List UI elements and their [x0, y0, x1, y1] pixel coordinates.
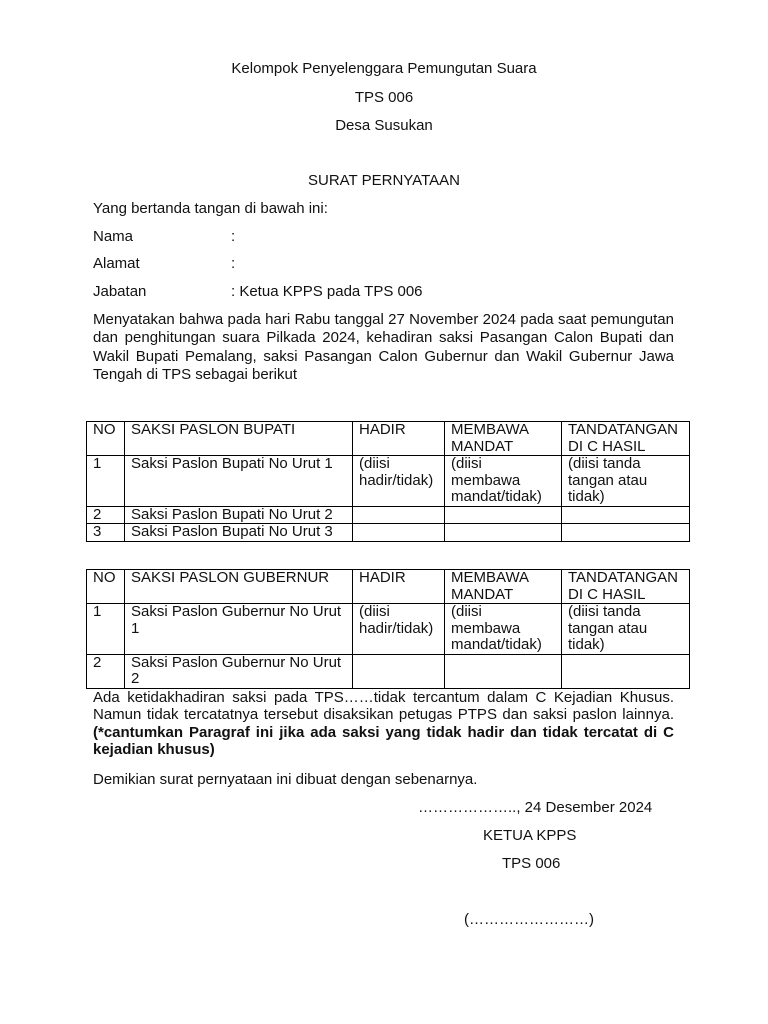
closing-text: Demikian surat pernyataan ini dibuat dengan sebenarnya. [93, 771, 478, 788]
header-cell-tandatangan: TANDATANGAN DI C HASIL [562, 570, 690, 604]
table-row [87, 604, 690, 655]
header-cell-mandat: MEMBAWA MANDAT [445, 570, 562, 604]
header-cell-hadir: HADIR [353, 570, 445, 604]
signature-name-blank: (……………………) [464, 911, 594, 928]
header-cell-no: NO [87, 570, 125, 604]
table-saksi-gubernur [86, 569, 690, 689]
cell-tandatangan [562, 524, 690, 542]
cell-saksi: Saksi Paslon Gubernur No Urut 2 [125, 654, 353, 688]
cell-hadir [353, 506, 445, 524]
cell-no: 3 [87, 524, 125, 542]
cell-no: 2 [87, 654, 125, 688]
cell-hadir: (diisi hadir/tidak) [353, 456, 445, 507]
cell-tandatangan: (diisi tanda tangan atau tidak) [562, 604, 690, 655]
jabatan-value: : Ketua KPPS pada TPS 006 [231, 283, 423, 300]
table-row [87, 506, 690, 524]
document-title: SURAT PERNYATAAN [308, 172, 460, 189]
jabatan-label: Jabatan [93, 283, 147, 300]
cell-mandat [445, 654, 562, 688]
cell-hadir: (diisi hadir/tidak) [353, 604, 445, 655]
cell-no: 1 [87, 456, 125, 507]
table-header-row [87, 422, 690, 456]
table-row [87, 524, 690, 542]
cell-tandatangan [562, 654, 690, 688]
signature-place-date: ……………….., 24 Desember 2024 [418, 799, 653, 816]
cell-mandat [445, 506, 562, 524]
alamat-label: Alamat [93, 255, 140, 272]
note-paragraph [93, 689, 674, 758]
nama-label: Nama [93, 228, 134, 245]
cell-tandatangan [562, 506, 690, 524]
cell-saksi: Saksi Paslon Gubernur No Urut 1 [125, 604, 353, 655]
cell-no: 1 [87, 604, 125, 655]
header-cell-tandatangan: TANDATANGAN DI C HASIL [562, 422, 690, 456]
header-cell-saksi: SAKSI PASLON BUPATI [125, 422, 353, 456]
signature-role: KETUA KPPS [483, 827, 577, 844]
table-row [87, 456, 690, 507]
cell-mandat: (diisi membawa mandat/tidak) [445, 604, 562, 655]
signature-tps: TPS 006 [502, 855, 561, 872]
statement-paragraph: Menyatakan bahwa pada hari Rabu tanggal 27 November 2024 pada saat pemungutan dan penghitungan suara Pilkada 2024, kehadiran saksi Pasangan Calon Bupati dan Wakil Bupati Pemalang, saksi Pasangan Calon Gubernur dan Wakil Gubernur Jawa Tengah di TPS sebagai berikut [93, 311, 674, 383]
header-cell-no: NO [87, 422, 125, 456]
table-row [87, 654, 690, 688]
cell-saksi: Saksi Paslon Bupati No Urut 3 [125, 524, 353, 542]
header-cell-hadir: HADIR [353, 422, 445, 456]
cell-mandat: (diisi membawa mandat/tidak) [445, 456, 562, 507]
cell-saksi: Saksi Paslon Bupati No Urut 1 [125, 456, 353, 507]
table-header-row [87, 570, 690, 604]
header-tps: TPS 006 [354, 89, 414, 106]
header-org: Kelompok Penyelenggara Pemungutan Suara [231, 60, 537, 77]
cell-hadir [353, 654, 445, 688]
header-cell-mandat: MEMBAWA MANDAT [445, 422, 562, 456]
alamat-value: : [231, 255, 236, 272]
header-village: Desa Susukan [335, 117, 433, 134]
cell-hadir [353, 524, 445, 542]
cell-mandat [445, 524, 562, 542]
cell-tandatangan: (diisi tanda tangan atau tidak) [562, 456, 690, 507]
header-cell-saksi: SAKSI PASLON GUBERNUR [125, 570, 353, 604]
cell-no: 2 [87, 506, 125, 524]
nama-value: : [231, 228, 236, 245]
intro-text: Yang bertanda tangan di bawah ini: [93, 200, 328, 217]
cell-saksi: Saksi Paslon Bupati No Urut 2 [125, 506, 353, 524]
note-text: Ada ketidakhadiran saksi pada TPS……tidak tercantum dalam C Kejadian Khusus. Namun tidak tercatatnya tersebut disaksikan petugas PTPS dan saksi paslon lainnya. [93, 689, 674, 724]
note-bold-instruction: (*cantumkan Paragraf ini jika ada saksi yang tidak hadir dan tidak tercatat di C kejadian khusus) [93, 723, 674, 758]
table-saksi-bupati [86, 421, 690, 542]
